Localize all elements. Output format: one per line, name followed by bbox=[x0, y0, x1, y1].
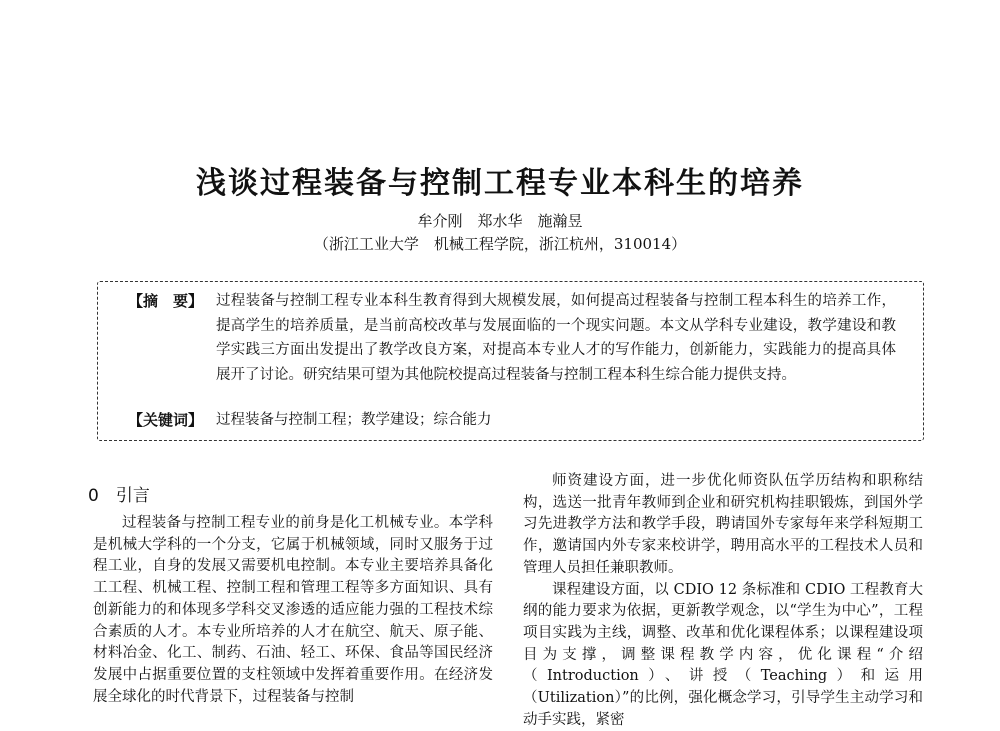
keywords-label: 【关键词】 bbox=[128, 411, 204, 429]
affiliation: （浙江工业大学 机械工程学院，浙江杭州，310014） bbox=[313, 235, 687, 253]
right-paragraph-2: 课程建设方面，以 CDIO 12 条标准和 CDIO 工程教育大纲的能力要求为依据，更新教学观念，以“学生为中心”，工程项目实践为主线，调整、改革和优化课程体系；以课程建设项目为支撑，调整课程教学内容，优化课程“介绍（Introduction）、讲授（Teaching）和运用（Utilization）”的比例，强化概念学习，引导学生主动学习和动手实践，紧密 bbox=[523, 581, 923, 728]
paper-title: 浅谈过程装备与控制工程专业本科生的培养 bbox=[196, 166, 804, 201]
right-column bbox=[523, 471, 923, 731]
keywords-text: 过程装备与控制工程；教学建设；综合能力 bbox=[216, 412, 492, 428]
left-column bbox=[93, 513, 493, 708]
abstract-label: 【摘 要】 bbox=[128, 292, 204, 310]
section-heading: 0 引言 bbox=[88, 486, 150, 506]
left-paragraph: 过程装备与控制工程专业的前身是化工机械专业。本学科是机械大学科的一个分支，它属于机械领域，同时又服务于过程工业，自身的发展又需要机电控制。本专业主要培养具备化工工程、机械工程、控制工程和管理工程等多方面知识、具有创新能力的和体现多学科交叉渗透的适应能力强的工程技术综合素质的人才。本专业所培养的人才在航空、航天、原子能、材料冶金、化工、制药、石油、轻工、环保、食品等国民经济发展中占据重要位置的支柱领域中发挥着重要作用。在经济发展全球化的时代背景下，过程装备与控制 bbox=[93, 515, 493, 705]
abstract-box bbox=[97, 281, 924, 441]
abstract-text: 过程装备与控制工程专业本科生教育得到大规模发展，如何提高过程装备与控制工程本科生的培养工作，提高学生的培养质量，是当前高校改革与发展面临的一个现实问题。本文从学科专业建设，教学建设和教学实践三方面出发提出了教学改良方案，对提高本专业人才的写作能力，创新能力，实践能力的提高具体展开了讨论。研究结果可望为其他院校提高过程装备与控制工程本科生综合能力提供支持。 bbox=[216, 293, 896, 383]
right-paragraph-1: 师资建设方面，进一步优化师资队伍学历结构和职称结构，选送一批青年教师到企业和研究机构挂职锻炼，到国外学习先进教学方法和教学手段，聘请国外专家每年来学科短期工作，邀请国内外专家来校讲学，聘用高水平的工程技术人员和管理人员担任兼职教师。 bbox=[523, 473, 923, 576]
authors: 牟介刚 郑水华 施瀚昱 bbox=[417, 212, 583, 230]
